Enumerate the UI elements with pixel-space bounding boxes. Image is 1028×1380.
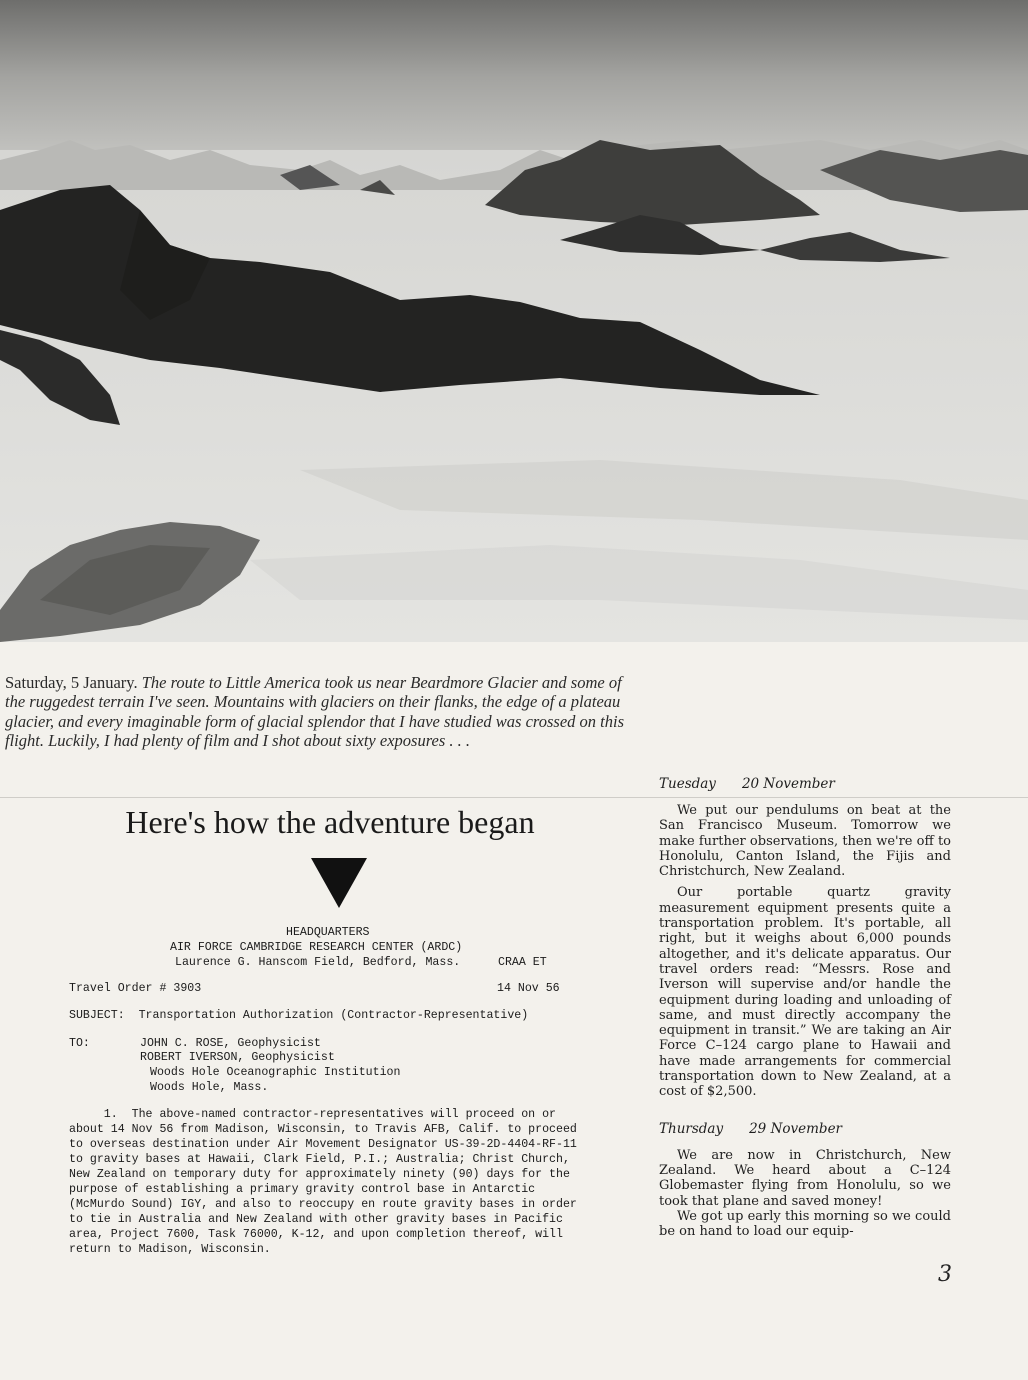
entry-date: 29 November xyxy=(749,1120,843,1137)
down-triangle-icon xyxy=(311,858,367,908)
to-label: TO: xyxy=(69,1037,90,1050)
page-number: 3 xyxy=(938,1262,952,1287)
photo-caption xyxy=(5,673,645,751)
entry-date: 20 November xyxy=(741,776,835,792)
hq-line-1: HEADQUARTERS xyxy=(286,926,370,939)
office-code: CRAA ET xyxy=(498,956,547,969)
entry-day: Thursday xyxy=(659,1120,724,1137)
order-date: 14 Nov 56 xyxy=(497,982,560,995)
to-line-1: JOHN C. ROSE, Geophysicist xyxy=(140,1037,321,1050)
to-line-2: ROBERT IVERSON, Geophysicist xyxy=(140,1051,335,1064)
entry-heading xyxy=(659,1120,951,1138)
caption-date: Saturday, 5 January. xyxy=(5,672,138,692)
order-body-line: to overseas destination under Air Movement Designator US-39-2D-4404-RF-11 xyxy=(69,1138,577,1151)
travel-order-number: Travel Order # 3903 xyxy=(69,982,202,995)
headline: Here's how the adventure began xyxy=(125,804,535,840)
entry-heading xyxy=(659,775,951,793)
order-body xyxy=(69,1107,577,1257)
antarctic-mountains-photo xyxy=(0,0,1028,642)
hq-line-3: Laurence G. Hanscom Field, Bedford, Mass. xyxy=(175,956,461,969)
order-body-line: return to Madison, Wisconsin. xyxy=(69,1243,271,1256)
journal-paragraph: We got up early this morning so we could be on hand to load our equip- xyxy=(659,1208,951,1240)
order-body-line: to tie in Australia and New Zealand with other gravity bases in Pacific xyxy=(69,1213,563,1226)
order-subject: SUBJECT: Transportation Authorization (Contractor-Representative) xyxy=(69,1009,529,1022)
order-body-line: to gravity bases at Hawaii, Clark Field, P.I.; Australia; Christ Church, xyxy=(69,1153,570,1166)
entry-day: Tuesday xyxy=(659,776,716,792)
journal-paragraph: We put our pendulums on beat at the San Francisco Museum. Tomorrow we make further observations, then we're off to Honolulu, Canton Island, the Fijis and Christchurch, New Zealand. xyxy=(659,803,951,880)
order-body-line: (McMurdo Sound) IGY, and also to reoccupy en route gravity bases in order xyxy=(69,1198,577,1211)
mountains-illustration xyxy=(0,0,1028,642)
order-body-line: purpose of establishing a primary gravity control base in Antarctic xyxy=(69,1183,536,1196)
journal-column xyxy=(659,775,951,1239)
journal-paragraph: Our portable quartz gravity measurement equipment presents quite a transportation problem. It's portable, all right, but it weighs about 6,000 pounds altogether, and it's delicate apparatus. Our travel orders read: “Messrs. Rose and Iverson will supervise and/or handle the equipment during loading and unloading of same, and must directly accompany the equipment in transit.” We are taking an Air Force C–124 cargo plane to Hawaii and have made arrangements for commercial transportation down to New Zealand, at a cost of $2,500. xyxy=(659,885,951,1100)
order-body-line: area, Project 7600, Task 76000, K-12, and upon completion thereof, will xyxy=(69,1228,563,1241)
hq-line-2: AIR FORCE CAMBRIDGE RESEARCH CENTER (ARDC) xyxy=(170,941,463,954)
to-line-4: Woods Hole, Mass. xyxy=(150,1081,269,1094)
caption-text: The route to Little America took us near Beardmore Glacier and some of the ruggedest terrain I've seen. Mountains with glaciers on their flanks, the edge of a plateau glacier, and every imaginable form of glacial splendor that I have studied was crossed on this flight. Luckily, I had plenty of film and I shot about sixty exposures . . . xyxy=(5,672,624,750)
order-body-line: 1. The above-named contractor-representatives will proceed on or xyxy=(69,1108,557,1121)
to-line-3: Woods Hole Oceanographic Institution xyxy=(150,1066,401,1079)
order-body-line: about 14 Nov 56 from Madison, Wisconsin, to Travis AFB, Calif. to proceed xyxy=(69,1123,577,1136)
journal-paragraph: We are now in Christchurch, New Zealand. We heard about a C–124 Globemaster flying from Honolulu, so we took that plane and saved money! xyxy=(659,1147,951,1209)
order-body-line: New Zealand on temporary duty for approximately ninety (90) days for the xyxy=(69,1168,570,1181)
